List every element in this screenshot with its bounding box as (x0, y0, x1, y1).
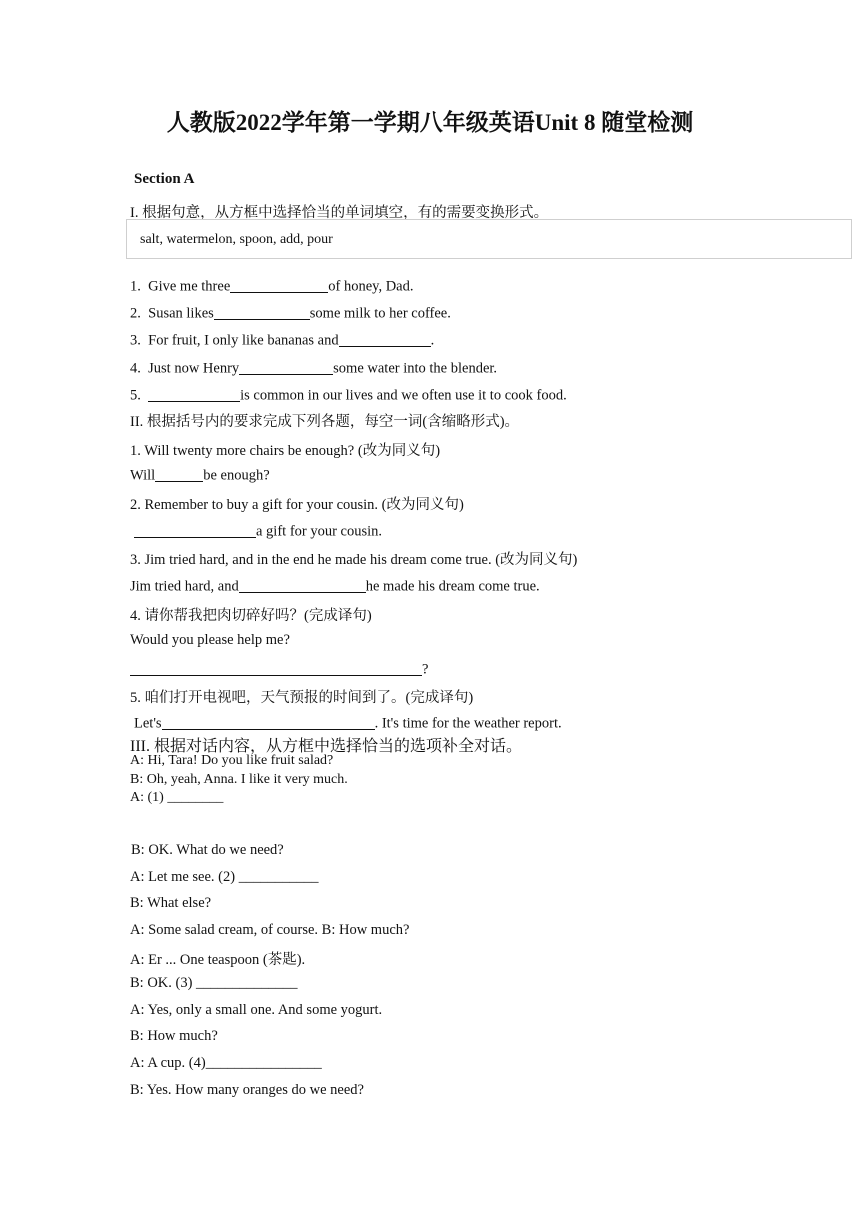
answer-blank[interactable] (339, 331, 431, 347)
answer-text-before: Let's (134, 715, 162, 732)
item-text-after: some water into the blender. (333, 360, 498, 377)
answer-blank[interactable] (230, 277, 328, 293)
dialogue-line: B: What else? (130, 895, 212, 911)
item-text-after: some milk to her coffee. (309, 305, 451, 322)
answer-blank[interactable] (239, 577, 366, 593)
part1-item-4 (130, 359, 497, 378)
answer-text-before: Will (130, 467, 156, 484)
dialogue-line: A: Let me see. (2) ___________ (130, 869, 319, 885)
word-box-words: salt, watermelon, spoon, add, pour (140, 232, 333, 247)
item-text-before: Just now Henry (148, 360, 240, 377)
answer-text-before: Jim tried hard, and (130, 578, 239, 595)
answer-text-after: he made his dream come true. (365, 578, 540, 595)
answer-text-after: ? (422, 661, 429, 678)
part2-question-2: 2. Remember to buy a gift for your cousin. (改为同义句) (130, 497, 464, 513)
part2-question-4: 4. 请你帮我把肉切碎好吗？(完成译句) (130, 608, 372, 624)
item-number: 3. (130, 332, 141, 349)
answer-text-after: . It's time for the weather report. (374, 715, 562, 732)
part2-answer-1 (130, 466, 270, 485)
part1-item-5 (130, 386, 567, 405)
item-number: 1. (130, 278, 141, 295)
dialogue-line: B: How much? (130, 1028, 218, 1044)
answer-blank[interactable] (162, 714, 375, 730)
item-text-before: For fruit, I only like bananas and (148, 332, 339, 349)
item-text-before: Give me three (148, 278, 231, 295)
dialogue-line: B: OK. What do we need? (131, 842, 284, 858)
part3-instruction: III. 根据对话内容，从方框中选择恰当的选项补全对话。 (130, 738, 522, 755)
answer-blank[interactable] (148, 386, 240, 402)
part1-item-3 (130, 331, 434, 350)
part2-answer-5 (134, 714, 562, 733)
dialogue-line: A: A cup. (4)________________ (130, 1055, 322, 1071)
answer-blank[interactable] (214, 304, 310, 320)
page-title: 人教版2022学年第一学期八年级英语Unit 8 随堂检测 (166, 110, 694, 135)
dialogue-line: B: Yes. How many oranges do we need? (130, 1082, 364, 1098)
item-number: 2. (130, 305, 141, 322)
item-text-after: is common in our lives and we often use it to cook food. (240, 387, 567, 404)
part1-item-2 (130, 304, 451, 323)
part2-question-5: 5. 咱们打开电视吧，天气预报的时间到了。(完成译句) (130, 690, 474, 706)
answer-blank[interactable] (134, 522, 256, 538)
dialogue-line: B: OK. (3) ______________ (130, 975, 298, 991)
dialogue-line: A: Hi, Tara! Do you like fruit salad? (130, 753, 334, 768)
part2-question-1: 1. Will twenty more chairs be enough? (改为同义句) (130, 443, 441, 459)
item-number: 5. (130, 387, 141, 404)
part2-answer-4-line1: Would you please help me? (130, 632, 290, 648)
part1-instruction: I. 根据句意，从方框中选择恰当的单词填空，有的需要变换形式。 (130, 205, 549, 221)
dialogue-line: A: Er ... One teaspoon (茶匙). (130, 952, 306, 968)
answer-blank[interactable] (239, 359, 333, 375)
part2-question-3: 3. Jim tried hard, and in the end he made his dream come true. (改为同义句) (130, 552, 578, 568)
dialogue-line: A: Some salad cream, of course. B: How much? (130, 922, 410, 938)
part2-answer-2 (134, 522, 382, 541)
word-box (126, 219, 852, 259)
item-text-before: Susan likes (148, 305, 214, 322)
part2-answer-4 (130, 660, 428, 679)
dialogue-line: B: Oh, yeah, Anna. I like it very much. (130, 772, 348, 787)
dialogue-line: A: Yes, only a small one. And some yogurt. (130, 1002, 383, 1018)
part1-item-1 (130, 277, 414, 296)
item-text-after: . (430, 332, 435, 349)
item-number: 4. (130, 360, 141, 377)
part2-answer-3 (130, 577, 540, 596)
dialogue-line: A: (1) ________ (130, 790, 224, 805)
part2-instruction: II. 根据括号内的要求完成下列各题，每空一词(含缩略形式)。 (130, 414, 520, 430)
answer-blank[interactable] (155, 466, 203, 482)
answer-blank[interactable] (130, 660, 422, 676)
answer-text-after: a gift for your cousin. (256, 523, 383, 540)
answer-text-after: be enough? (203, 467, 270, 484)
section-heading: Section A (134, 171, 195, 187)
item-text-after: of honey, Dad. (328, 278, 414, 295)
